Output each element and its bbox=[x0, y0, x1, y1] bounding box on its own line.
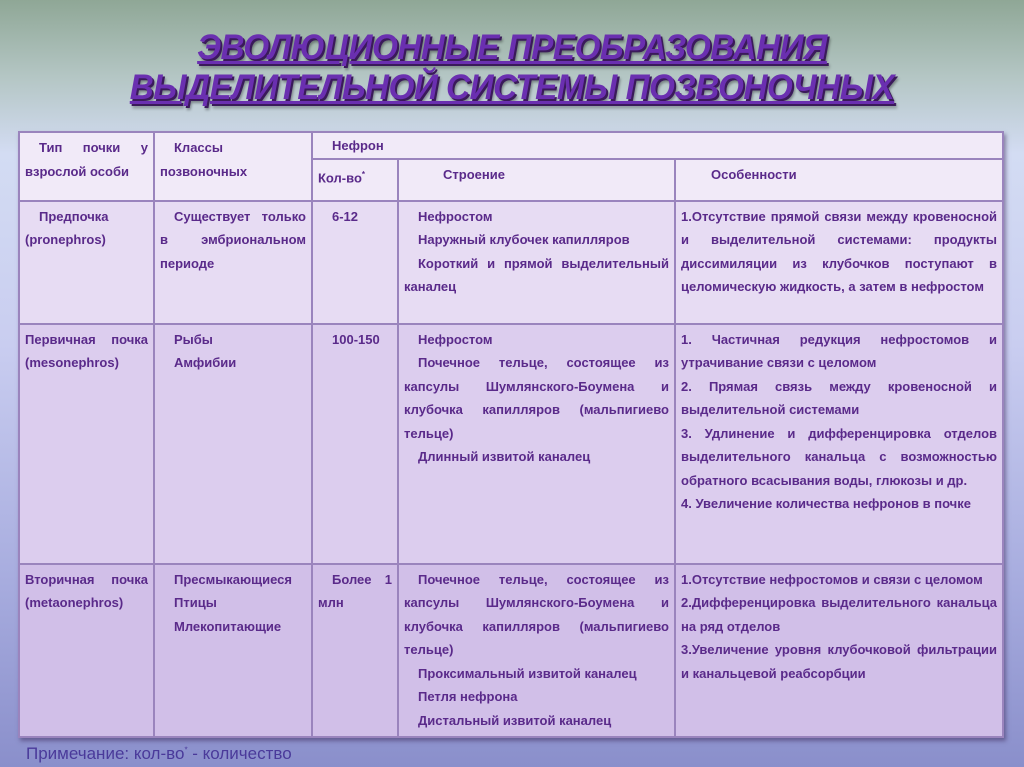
feature-item: 3. Удлинение и дифференцировка отделов выделительного канальца с возможностью обратного всасывания воды, глюкозы и др. bbox=[681, 425, 998, 488]
class-item: Млекопитающие bbox=[174, 618, 282, 634]
header-row bbox=[19, 132, 1003, 159]
cell-type: Предпочка (pronephros) bbox=[19, 201, 154, 324]
feature-item: 3.Увеличение уровня клубочковой фильтрации и канальцевой реабсорбции bbox=[681, 642, 998, 681]
feature-item: 1. Частичная редукция нефростомов и утрачивание связи с целомом bbox=[681, 331, 998, 370]
slide-title-line2: ВЫДЕЛИТЕЛЬНОЙ СИСТЕМЫ ПОЗВОНОЧНЫХ bbox=[129, 68, 895, 107]
cell-structure bbox=[398, 324, 675, 564]
feature-item: 1.Отсутствие прямой связи между кровеносной и выделительной системами: продукты диссимиляции из клубочков поступают в целомическую жидкость, а затем в нефростом bbox=[681, 208, 998, 294]
structure-item: Дистальный извитой каналец bbox=[418, 712, 612, 728]
footnote-suffix: - количество bbox=[187, 744, 292, 763]
header-nephron: Нефрон bbox=[312, 132, 1003, 159]
header-classes: Классы позвоночных bbox=[154, 132, 312, 201]
feature-item: 1.Отсутствие нефростомов и связи с целомом bbox=[681, 571, 983, 587]
cell-structure bbox=[398, 201, 675, 324]
footnote bbox=[26, 744, 292, 764]
header-type: Тип почки у взрослой особи bbox=[19, 132, 154, 201]
kidney-evolution-table bbox=[18, 131, 1004, 738]
cell-classes bbox=[154, 324, 312, 564]
cell-classes: Существует только в эмбриональном периоде bbox=[154, 201, 312, 324]
feature-item: 4. Увеличение количества нефронов в почке bbox=[681, 496, 971, 511]
cell-features bbox=[675, 324, 1003, 564]
table-row bbox=[19, 564, 1003, 737]
structure-item: Проксимальный извитой каналец bbox=[418, 665, 637, 681]
slide-title-line1: ЭВОЛЮЦИОННЫЕ ПРЕОБРАЗОВАНИЯ bbox=[197, 28, 827, 67]
cell-structure bbox=[398, 564, 675, 737]
feature-item: 2.Дифференцировка выделительного канальца на ряд отделов bbox=[681, 595, 998, 634]
cell-count: 6-12 bbox=[312, 201, 398, 324]
feature-item: 2. Прямая связь между кровеносной и выделительной системами bbox=[681, 378, 998, 417]
cell-classes bbox=[154, 564, 312, 737]
structure-item: Почечное тельце, состоящее из капсулы Шумлянского-Боумена и клубочка капилляров (мальпигиево тельце) bbox=[404, 355, 669, 441]
structure-item: Нефростом bbox=[418, 208, 493, 224]
class-item: Амфибии bbox=[174, 355, 237, 370]
cell-type: Первичная почка (mesonephros) bbox=[19, 324, 154, 564]
class-item: Птицы bbox=[174, 595, 217, 610]
class-item: Рыбы bbox=[174, 331, 213, 347]
cell-type: Вторичная почка (metaonephros) bbox=[19, 564, 154, 737]
cell-features bbox=[675, 564, 1003, 737]
header-features: Особенности bbox=[675, 159, 1003, 201]
footnote-mark: * bbox=[184, 745, 188, 755]
structure-item: Нефростом bbox=[418, 331, 493, 347]
structure-item: Петля нефрона bbox=[418, 689, 518, 704]
header-structure: Строение bbox=[398, 159, 675, 201]
header-count bbox=[312, 159, 398, 201]
structure-item: Наружный клубочек капилляров bbox=[418, 232, 630, 247]
cell-features bbox=[675, 201, 1003, 324]
cell-count: 100-150 bbox=[312, 324, 398, 564]
class-item: Пресмыкающиеся bbox=[174, 571, 292, 587]
structure-item: Почечное тельце, состоящее из капсулы Шумлянского-Боумена и клубочка капилляров (мальпигиево тельце) bbox=[404, 571, 669, 657]
table-row bbox=[19, 201, 1003, 324]
cell-count: Более 1 млн bbox=[312, 564, 398, 737]
footnote-prefix: Примечание: кол-во bbox=[26, 744, 185, 763]
structure-item: Длинный извитой каналец bbox=[418, 449, 591, 464]
table-row bbox=[19, 324, 1003, 564]
structure-item: Короткий и прямой выделительный каналец bbox=[404, 255, 669, 294]
footnote-mark: * bbox=[361, 169, 366, 179]
header-count-label: Кол-во bbox=[318, 169, 362, 185]
